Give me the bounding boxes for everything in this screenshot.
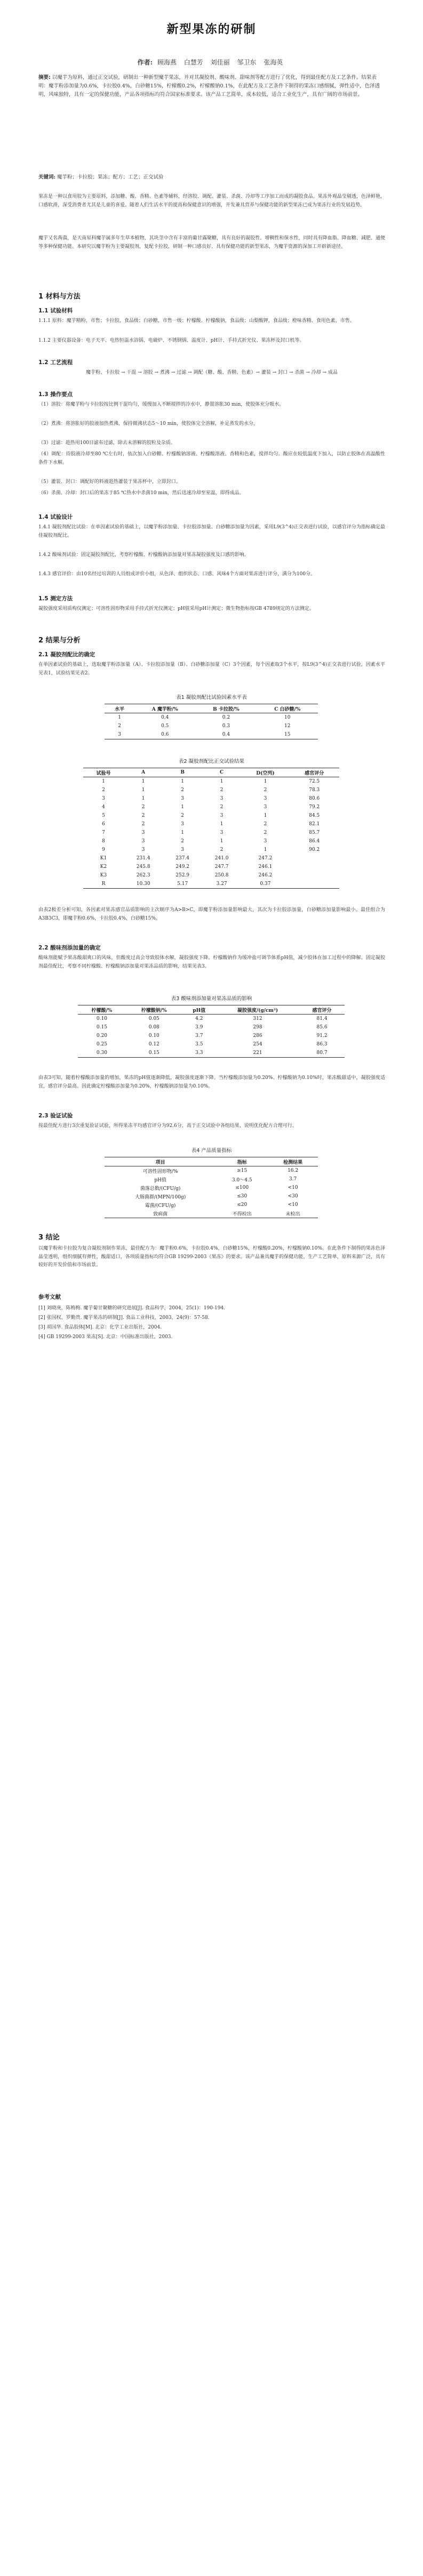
table-header-cell: 试验号: [83, 768, 124, 777]
table-cell: 5.17: [163, 880, 202, 889]
table-cell: ≤20: [237, 1202, 248, 1207]
table-cell: 3.5: [195, 1042, 203, 1047]
table-cell: 254: [253, 1042, 262, 1047]
subsection-heading: 1.2 工艺流程: [38, 359, 73, 366]
table-cell: 91.2: [316, 1033, 328, 1039]
factor-level-table: [105, 704, 318, 739]
subsection-heading: 2.3 验证试验: [38, 1113, 73, 1119]
table-cell: K1: [100, 856, 107, 861]
table-cell: 3: [105, 730, 134, 739]
table-cell: 286: [253, 1033, 262, 1039]
author-name: 邹卫东: [237, 59, 257, 66]
table-cell: 4: [102, 804, 105, 810]
abstract-label: 摘要:: [38, 75, 51, 80]
table-cell: 0.5: [161, 723, 169, 729]
table-cell: 2: [102, 787, 105, 793]
table-row: [78, 1040, 345, 1049]
section-heading: 2 结果与分析: [38, 637, 81, 645]
table-cell: 0.15: [96, 1025, 107, 1030]
table-cell: 2: [118, 723, 121, 729]
paragraph: 1.4.1 凝胶剂配比试验：在单因素试验的基础上，以魔芋粉添加量、卡拉胶添加量、白砂糖添加量为因素，采用L9(3^4)正交表进行试验，以感官评分为指标确定最佳凝胶剂配比。: [38, 525, 385, 538]
table-header-cell: C: [202, 768, 241, 777]
table-cell: 3.9: [195, 1025, 203, 1030]
table-cell: 84.5: [309, 813, 320, 818]
table-cell: 0.12: [148, 1042, 159, 1047]
table-cell: 0.15: [126, 1049, 182, 1058]
process-flow: 魔芋粉、卡拉胶 → 干混 → 溶胶 → 煮沸 → 过滤 → 调配（糖、酸、香精、色素）→ 灌装 → 封口 → 杀菌 → 冷却 → 成品: [86, 370, 338, 375]
table-cell: 15: [257, 730, 318, 739]
table-cell: 86.4: [309, 839, 320, 844]
table-cell: 2: [181, 787, 185, 793]
table-row: [78, 1023, 345, 1032]
table-row: [83, 854, 339, 863]
table-cell: 3: [181, 847, 185, 852]
section-heading: 1 材料与方法: [38, 293, 81, 301]
table-cell: 0.20: [96, 1033, 107, 1039]
table-cell: 3: [264, 796, 267, 801]
table-cell: 3: [220, 830, 224, 835]
paragraph: （6）杀菌、冷却：封口后的果冻于85 ℃热水中杀菌10 min，然后迅速冷却至室温，即得成品。: [38, 490, 244, 496]
table-cell: 86.3: [316, 1042, 328, 1047]
table-cell: 250.8: [214, 873, 229, 878]
authors-label: 作者:: [137, 59, 153, 66]
table-cell: 12: [284, 723, 291, 729]
keywords-text: 魔芋粉；卡拉胶；果冻；配方；工艺；正交试验: [57, 174, 164, 180]
paragraph: 凝胶强度采用质构仪测定；可溶性固形物采用手持式折光仪测定；pH值采用pH计测定；微生物指标按GB 4789规定的方法测定。: [38, 606, 314, 611]
quality-index-table: [105, 1157, 318, 1218]
table-row: [78, 1032, 345, 1040]
table-cell: 249.2: [175, 864, 190, 870]
table-cell: ≤100: [235, 1185, 249, 1190]
table-row: [83, 880, 339, 889]
table-cell: <10: [288, 1185, 298, 1190]
table-cell: 1: [102, 779, 105, 784]
table-cell: 247.2: [258, 856, 273, 861]
table-header-cell: 柠檬酸/%: [78, 1005, 126, 1015]
table-cell: 3: [141, 847, 145, 852]
table-cell: 2: [220, 804, 224, 810]
table-header-cell: 指标: [216, 1157, 268, 1166]
table-row: [83, 871, 339, 880]
table-row: [83, 777, 339, 786]
table-cell: 90.2: [309, 847, 320, 852]
table-cell: 0.6: [134, 730, 195, 739]
table-cell: 不得检出: [216, 1209, 268, 1218]
table-cell: 2: [141, 804, 145, 810]
table-cell: 3: [264, 839, 267, 844]
table-cell: 241.0: [214, 856, 229, 861]
table-cell: 2: [181, 813, 185, 818]
section-heading: 3 结论: [38, 1234, 60, 1242]
table-cell: ≤30: [237, 1194, 248, 1199]
table-cell: 78.3: [309, 787, 320, 793]
table-row: [83, 846, 339, 854]
paragraph: （5）灌装、封口：调配好的料液趁热灌装于果冻杯中，立即封口。: [38, 479, 181, 485]
table-cell: 2: [141, 813, 145, 818]
table-header-cell: pH值: [182, 1005, 216, 1015]
table-cell: 72.5: [309, 779, 320, 784]
table-cell: 85.7: [309, 830, 320, 835]
table-cell: 3: [181, 822, 185, 827]
table-title: 表2 凝胶剂配比正交试验结果: [178, 759, 245, 764]
table-cell: 2: [181, 839, 185, 844]
table-cell: 1: [181, 804, 185, 810]
table-title: 表1 凝胶剂配比试验因素水平表: [176, 695, 247, 701]
table-cell: 6: [102, 822, 105, 827]
table-cell: <30: [288, 1194, 298, 1199]
table-cell: 79.2: [309, 804, 320, 810]
table-cell: 7: [102, 830, 105, 835]
table-row: [78, 1015, 345, 1024]
author-line: [0, 58, 423, 67]
paragraph: 由表3可知，随着柠檬酸添加量的增加，果冻的pH值逐渐降低，凝胶强度逐渐下降。当柠檬酸添加量为0.20%、柠檬酸钠为0.10%时，果冻酸甜适中，凝胶强度适宜，感官评分最高。因此确定柠檬酸添加量为0.20%，柠檬酸钠添加量为0.10%。: [38, 1075, 385, 1089]
paragraph: 1.1.2 主要仪器设备：电子天平、电热恒温水浴锅、电磁炉、不锈钢锅、温度计、pH计、手持式折光仪、果冻杯及封口机等。: [38, 338, 305, 343]
table-cell: 85.6: [316, 1025, 328, 1030]
table-header-row: [105, 704, 318, 713]
table-cell: 0.10: [96, 1016, 107, 1021]
table-cell: 0.10: [148, 1033, 159, 1039]
table-title: 表4 产品质量指标: [191, 1148, 232, 1154]
table-cell: K3: [100, 873, 107, 878]
subsection-heading: 2.2 酸味剂添加量的确定: [38, 945, 101, 951]
table-cell: 大肠菌群/(MPN/100g): [135, 1194, 186, 1200]
paragraph: 1.1.1 原料：魔芋精粉，市售；卡拉胶，食品级；白砂糖，市售一级；柠檬酸、柠檬酸钠，食品级；山梨酸钾，食品级；橙味香精、食用色素，市售。: [38, 318, 355, 324]
table-cell: 246.1: [258, 864, 273, 870]
table-cell: 82.1: [309, 822, 320, 827]
acid-effect-table: [78, 1005, 345, 1058]
table-cell: 3: [141, 830, 145, 835]
table-cell: 2: [264, 830, 267, 835]
table-cell: [290, 871, 339, 880]
paragraph: 1.4.3 感官评价：由10名经过培训的人员组成评价小组，从色泽、组织状态、口感、风味4个方面对果冻进行评分，满分为100分。: [38, 571, 316, 577]
paragraph: 由表2极差分析可知，各因素对果冻感官品质影响的主次顺序为A>B>C，即魔芋粉添加量影响最大，其次为卡拉胶添加量，白砂糖添加量影响最小。最佳组合为A3B3C3，即魔芋粉0.6%，卡拉胶0.4%，白砂糖15%。: [38, 907, 385, 921]
table-cell: 245.8: [136, 864, 150, 870]
table-header-cell: A: [124, 768, 163, 777]
orthogonal-result-table: [83, 768, 339, 889]
paragraph: 按最佳配方进行3次重复验证试验，所得果冻平均感官评分为92.6分，高于正交试验中各组结果，说明优化配方合理可行。: [38, 1123, 297, 1129]
table-cell: 1: [220, 839, 224, 844]
table-cell: [290, 854, 339, 863]
table-cell: 1: [264, 779, 267, 784]
table-cell: ≥15: [237, 1168, 248, 1173]
table-row: [83, 786, 339, 794]
table-cell: 4.2: [195, 1016, 203, 1021]
reference-item: [4] GB 19299-2003 果冻[S]. 北京：中国标准出版社，2003.: [38, 1334, 173, 1340]
table-cell: pH值: [154, 1177, 166, 1183]
table-cell: 5: [102, 813, 105, 818]
author-name: 张海英: [264, 59, 283, 66]
subsection-heading: 2.1 凝胶剂配比的确定: [38, 651, 95, 658]
table-row: [83, 811, 339, 820]
subsection-heading: 1.1 试验材料: [38, 308, 73, 314]
author-name: 刘佳丽: [210, 59, 230, 66]
table-cell: R: [83, 880, 124, 889]
keywords: [38, 173, 385, 182]
table-row: [83, 794, 339, 803]
intro-paragraph: 魔芋又名蒟蒻，是天南星科魔芋属多年生草本植物，其块茎中含有丰富的葡甘露聚糖，具有良好的凝胶性、增稠性和保水性，同时具有降血脂、降血糖、减肥、通便等多种保健功能。本研究以魔芋粉为主要凝胶剂，复配卡拉胶，研制一种口感良好、具有保健功能的新型果冻，为魔芋资源的深加工开辟新途径。: [38, 236, 385, 249]
table-cell: 0.4: [195, 730, 257, 739]
paper-title: 新型果冻的研制: [166, 23, 257, 36]
paragraph: 在单因素试验的基础上，选取魔芋粉添加量（A）、卡拉胶添加量（B）、白砂糖添加量（C）3个因素，每个因素取3个水平，按L9(3^4)正交表进行试验，因素水平见表1，试验结果见表2。: [38, 662, 385, 676]
table-header-cell: 项目: [105, 1157, 216, 1166]
table-cell: K2: [100, 864, 107, 870]
table-cell: 1: [181, 830, 185, 835]
table-cell: 298: [253, 1025, 262, 1030]
table-cell: 0.05: [148, 1016, 159, 1021]
table-cell: 2: [220, 847, 224, 852]
references-heading: 参考文献: [38, 1294, 61, 1300]
table-cell: 3.7: [195, 1033, 203, 1039]
table-cell: 81.4: [316, 1016, 328, 1021]
table-header-cell: 感官评分: [299, 1005, 345, 1015]
table-row: [105, 713, 318, 722]
paragraph: （4）调配：待胶液冷却至80 ℃左右时，依次加入白砂糖、柠檬酸钠溶液、柠檬酸溶液、香精和色素，搅拌均匀。酸应在较低温度下加入，以防止胶体在高温酸性条件下水解。: [38, 452, 385, 465]
table-cell: 8: [102, 839, 105, 844]
table-header-cell: 感官评分: [290, 768, 339, 777]
author-name: 白慧芳: [183, 59, 203, 66]
table-cell: 1: [264, 847, 267, 852]
paragraph: （1）溶胶：将魔芋粉与卡拉胶按比例干混均匀，缓慢加入不断搅拌的冷水中，静置溶胀30 min，使胶体充分吸水。: [38, 402, 284, 407]
table-cell: 1: [220, 822, 224, 827]
table-cell: 10: [284, 715, 291, 720]
table-header-cell: 凝胶强度/(g/cm²): [216, 1005, 299, 1015]
table-cell: 1: [141, 779, 145, 784]
paragraph: （3）过滤：趁热用100目滤布过滤，除去未溶解的胶粒及杂质。: [38, 440, 175, 446]
table-cell: 0.37: [241, 880, 289, 889]
table-cell: 1: [220, 779, 224, 784]
table-cell: 3: [181, 796, 185, 801]
table-cell: 247.7: [214, 864, 229, 870]
table-header-row: [83, 768, 339, 777]
reference-item: [2] 张国权，罗勤贵. 魔芋果冻的研制[J]. 食品工业科技，2003，24(9)：57-58.: [38, 1315, 210, 1321]
table-cell: 3.7: [289, 1177, 297, 1182]
table-cell: 2: [264, 822, 267, 827]
table-cell: 252.9: [175, 873, 190, 878]
subsection-heading: 1.5 测定方法: [38, 595, 73, 602]
table-cell: 3.27: [202, 880, 241, 889]
table-cell: 231.4: [136, 856, 150, 861]
table-row: [83, 837, 339, 846]
reference-item: [1] 刘晓庚，陈梅梅. 魔芋葡甘聚糖的研究进展[J]. 食品科学，2004，25(1)：190-194.: [38, 1306, 226, 1311]
table-cell: 246.2: [258, 873, 273, 878]
table-cell: 2: [220, 787, 224, 793]
table-row: [105, 1192, 318, 1201]
table-cell: 10.30: [124, 880, 163, 889]
table-header-cell: A 魔芋粉/%: [134, 704, 195, 713]
intro-paragraph: 果冻是一种以食用胶为主要原料，添加糖、酸、香精、色素等辅料，经溶胶、调配、灌装、杀菌、冷却等工序加工而成的凝胶食品。果冻外观晶莹剔透，色泽鲜艳，口感软滑，深受消费者尤其是儿童的喜爱。随着人们生活水平的提高和保健意识的增强，开发兼具营养与保健功能的新型果冻已成为果冻行业的发展趋势。: [38, 194, 385, 208]
table-cell: 0.3: [222, 723, 230, 729]
paragraph: 1.4.2 酸味剂试验：固定凝胶剂配比，考察柠檬酸、柠檬酸钠添加量对果冻凝胶强度及口感的影响。: [38, 552, 249, 558]
table-cell: [290, 863, 339, 871]
table-cell: 1: [264, 813, 267, 818]
table-header-cell: 水平: [105, 704, 134, 713]
table-cell: 3: [141, 839, 145, 844]
paragraph: 酸味剂能赋予果冻酸甜爽口的风味，但酸度过高会导致胶体水解，凝胶强度下降。柠檬酸钠作为缓冲盐可调节体系pH值，减少胶体在加工过程中的降解。固定凝胶剂最佳配比，考察不同柠檬酸、柠檬酸钠添加量对果冻品质的影响，结果见表3。: [38, 955, 385, 969]
subsection-heading: 1.3 操作要点: [38, 391, 73, 398]
table-cell: 237.4: [175, 856, 190, 861]
table-header-row: [105, 1157, 318, 1166]
table-row: [83, 828, 339, 837]
table-cell: 0.25: [96, 1042, 107, 1047]
table-cell: 80.6: [309, 796, 320, 801]
paragraph: （2）煮沸：将溶胀好的胶液加热煮沸，保持微沸状态5～10 min，使胶体完全溶解，补足蒸发的水分。: [38, 421, 258, 426]
table-header-cell: B 卡拉胶/%: [195, 704, 257, 713]
table-title: 表3 酸味剂添加量对果冻品质的影响: [171, 996, 252, 1002]
table-row: [83, 820, 339, 828]
reference-item: [3] 胡国华. 食品胶体[M]. 北京：化学工业出版社，2004.: [38, 1325, 162, 1330]
table-row: [83, 803, 339, 811]
table-cell: 致病菌: [105, 1209, 216, 1218]
table-cell: 3.3: [182, 1049, 216, 1058]
abstract-text: 以魔芋为原料，通过正交试验，研制出一种新型魔芋果冻，并对其凝胶剂、酸味剂、甜味剂等配方进行了优化，得到最佳配方及工艺条件。结果表明：魔芋粉添加量为0.6%，卡拉胶0.4%，白砂糖15%，柠檬酸0.2%，柠檬酸钠0.1%，在此配方及工艺条件下制得的果冻口感细腻，弹性适中，色泽透明，风味独特，具有一定的保健功能，产品各项指标均符合国家标准要求。该产品工艺简单，成本较低，适合工业化生产，具有广阔的市场前景。: [38, 75, 380, 98]
author-name: 顾海燕: [157, 59, 177, 66]
table-cell: 0.2: [222, 715, 230, 720]
table-header-cell: B: [163, 768, 202, 777]
subsection-heading: 1.4 试验设计: [38, 514, 73, 520]
table-header-cell: 检测结果: [268, 1157, 318, 1166]
table-row: [105, 730, 318, 739]
table-cell: <10: [288, 1202, 298, 1207]
table-cell: 2: [264, 787, 267, 793]
table-cell: 80.7: [299, 1049, 345, 1058]
table-cell: 菌落总数/(CFU/g): [140, 1186, 181, 1192]
table-row: [105, 1209, 318, 1218]
table-cell: 霉菌/(CFU/g): [145, 1203, 176, 1209]
table-header-cell: C 白砂糖/%: [257, 704, 318, 713]
table-cell: 221: [216, 1049, 299, 1058]
table-row: [83, 863, 339, 871]
table-cell: 2: [141, 822, 145, 827]
keywords-label: 关键词:: [38, 174, 56, 180]
table-row: [105, 1175, 318, 1184]
table-cell: 9: [102, 847, 105, 852]
paragraph: 以魔芋粉和卡拉胶为复合凝胶剂制作果冻，最佳配方为：魔芋粉0.6%，卡拉胶0.4%，白砂糖15%，柠檬酸0.20%，柠檬酸钠0.10%。在此条件下制得的果冻色泽晶莹透明，组织细腻有弹性，酸甜适口，各项质量指标均符合GB 19299-2003《果冻》的要求。该产品兼具魔芋的保健功能，生产工艺简单，原料来源广泛，具有较好的开发价值和市场前景。: [38, 1246, 385, 1268]
table-header-cell: D(空列): [241, 768, 289, 777]
table-cell: 1: [181, 779, 185, 784]
table-cell: 3: [102, 796, 105, 801]
table-row: [105, 722, 318, 730]
table-cell: 未检出: [268, 1209, 318, 1218]
table-cell: 16.2: [288, 1168, 299, 1173]
table-header-cell: 柠檬酸钠/%: [126, 1005, 182, 1015]
table-cell: 1: [141, 787, 145, 793]
table-cell: 3: [220, 796, 224, 801]
table-cell: 0.30: [78, 1049, 126, 1058]
table-cell: 3: [264, 804, 267, 810]
table-cell: 可溶性固形物/%: [142, 1169, 178, 1174]
table-cell: 1: [118, 715, 121, 720]
table-row: [105, 1166, 318, 1176]
table-row: [105, 1201, 318, 1209]
table-cell: 1: [141, 796, 145, 801]
table-cell: 3.0～4.5: [232, 1177, 252, 1183]
table-cell: 3: [220, 813, 224, 818]
table-cell: 0.4: [161, 715, 169, 720]
table-cell: 262.3: [136, 873, 150, 878]
table-row: [105, 1184, 318, 1192]
table-cell: [290, 880, 339, 889]
abstract: [38, 74, 385, 99]
table-header-row: [78, 1005, 345, 1015]
table-cell: 0.08: [148, 1025, 159, 1030]
table-row: [78, 1049, 345, 1058]
table-cell: 312: [253, 1016, 262, 1021]
